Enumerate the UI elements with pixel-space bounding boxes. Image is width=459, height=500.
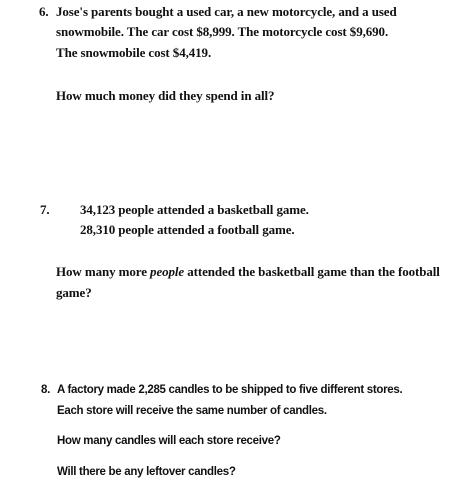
problem-7-question-line-2: game? bbox=[56, 285, 92, 300]
problem-6-question: How much money did they spend in all? bbox=[56, 88, 275, 103]
problem-8-number: 8. bbox=[41, 384, 50, 396]
problem-7-number: 7. bbox=[40, 202, 50, 217]
problem-8-text-line-1: A factory made 2,285 candles to be shipped to five different stores. bbox=[57, 384, 403, 396]
problem-7-text-line-1: 34,123 people attended a basketball game. bbox=[80, 202, 309, 217]
problem-6-text-line-1: Jose's parents bought a used car, a new motorcycle, and a used bbox=[56, 4, 397, 19]
problem-7-text-line-2: 28,310 people attended a football game. bbox=[80, 222, 295, 237]
problem-7-question-start: How many more bbox=[56, 264, 151, 279]
problem-6-text-line-3: The snowmobile cost $4,419. bbox=[56, 45, 212, 60]
problem-8-question-2: Will there be any leftover candles? bbox=[57, 466, 236, 478]
problem-7-question-emphasis: people bbox=[150, 264, 185, 279]
problem-8-question-1: How many candles will each store receive? bbox=[57, 435, 281, 447]
problem-6-number: 6. bbox=[39, 4, 49, 19]
problem-7-question-line-1 bbox=[56, 265, 440, 278]
problem-8-text-line-2: Each store will receive the same number of candles. bbox=[57, 405, 327, 417]
problem-6-text-line-2: snowmobile. The car cost $8,999. The motorcycle cost $9,690. bbox=[56, 24, 389, 39]
problem-7-question-end: attended the basketball game than the football bbox=[184, 264, 440, 279]
